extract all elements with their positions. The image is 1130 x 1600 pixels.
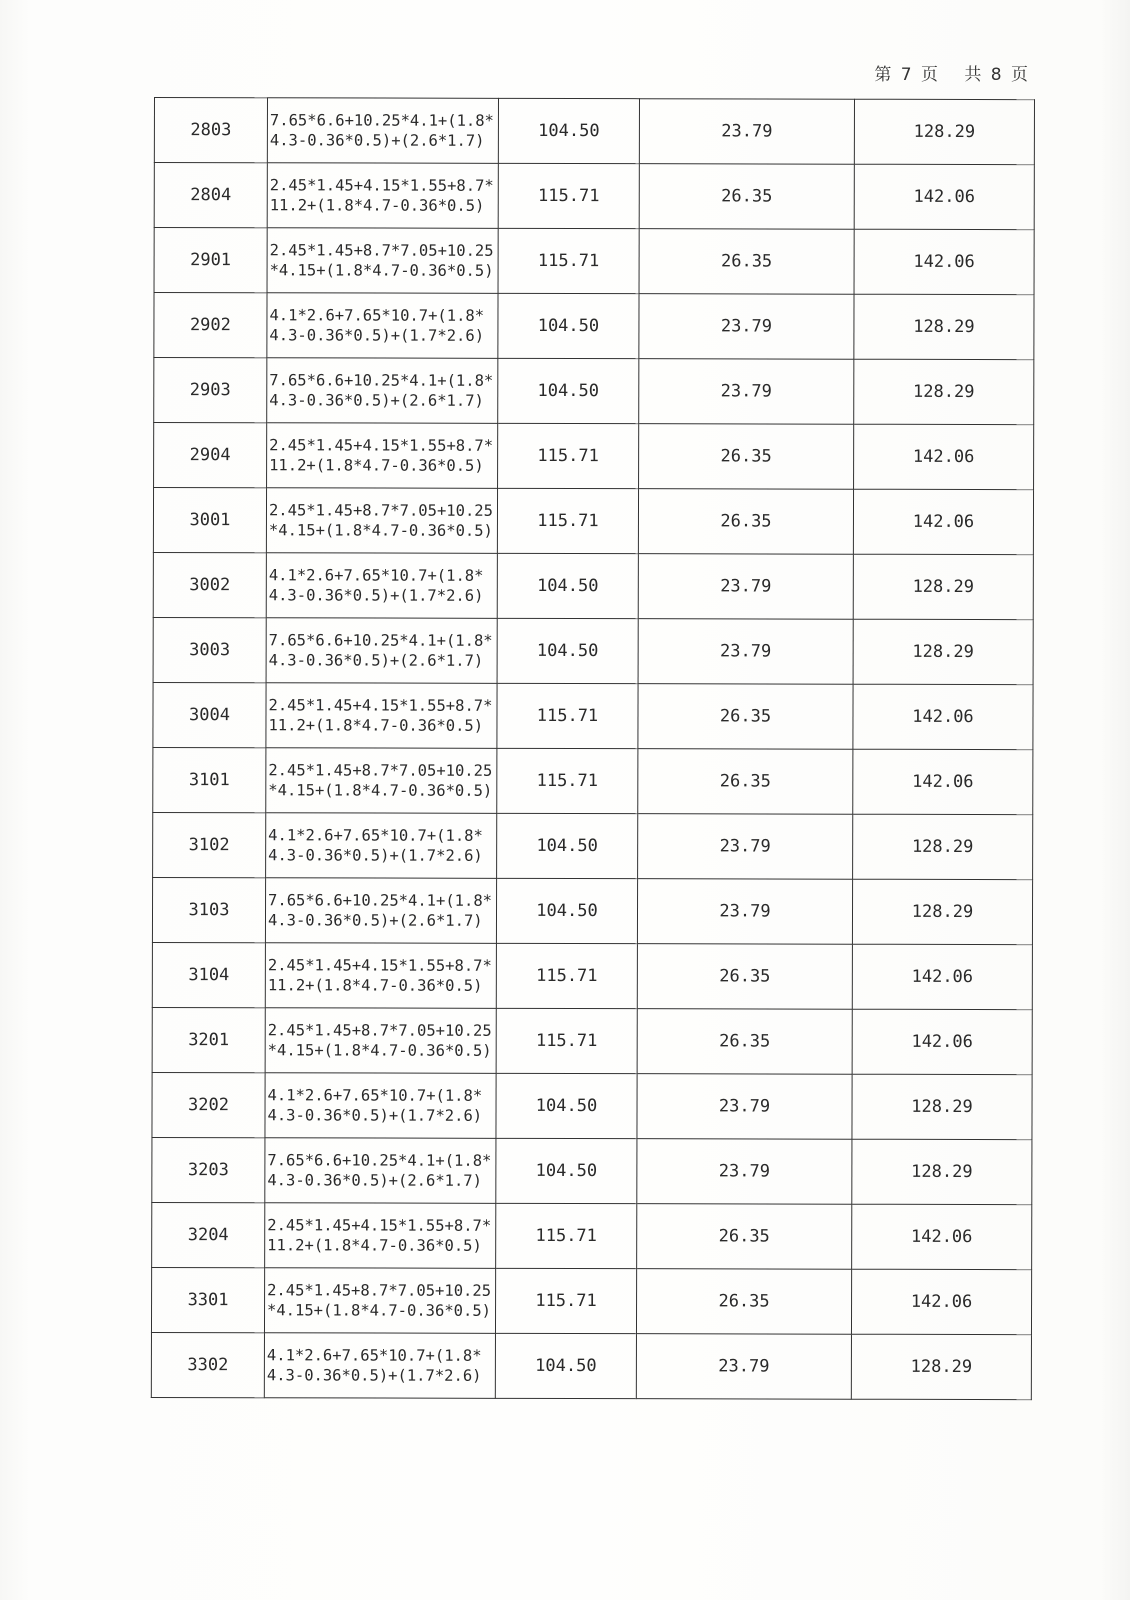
shared-area-cell: 26.35	[639, 164, 854, 230]
room-number-cell: 3002	[153, 552, 266, 617]
inner-area-cell: 104.50	[496, 1138, 637, 1203]
room-number-cell: 3202	[152, 1072, 265, 1137]
shared-area-cell: 26.35	[639, 229, 854, 295]
shared-area-cell: 26.35	[638, 749, 853, 815]
inner-area-cell: 115.71	[498, 228, 639, 293]
shared-area-cell: 26.35	[636, 1269, 851, 1335]
shared-area-cell: 26.35	[637, 944, 852, 1010]
shared-area-cell: 23.79	[637, 1074, 852, 1140]
room-number-cell: 3001	[153, 488, 266, 553]
table-row	[154, 98, 1034, 165]
area-formula-cell: 2.45*1.45+8.7*7.05+10.25*4.15+(1.8*4.7-0.36*0.5)	[266, 748, 497, 814]
shared-area-cell: 26.35	[639, 424, 854, 490]
table-row	[153, 552, 1033, 619]
table-row	[153, 488, 1033, 555]
shared-area-cell: 23.79	[637, 1139, 852, 1205]
room-number-cell: 3301	[151, 1267, 264, 1332]
area-formula-cell: 4.1*2.6+7.65*10.7+(1.8*4.3-0.36*0.5)+(1.7*2.6)	[264, 1333, 495, 1399]
area-table-body	[151, 98, 1034, 1400]
inner-area-cell: 115.71	[497, 683, 638, 748]
total-area-cell: 128.29	[853, 619, 1033, 684]
inner-area-cell: 104.50	[498, 98, 639, 163]
room-number-cell: 2804	[154, 163, 267, 228]
inner-area-cell: 115.71	[497, 488, 638, 553]
table-row	[152, 1072, 1032, 1139]
total-area-cell: 142.06	[853, 684, 1033, 749]
total-area-cell: 128.29	[854, 359, 1034, 424]
total-area-cell: 142.06	[853, 489, 1033, 554]
room-number-cell: 2901	[154, 228, 267, 293]
table-row	[151, 1267, 1031, 1334]
area-formula-cell: 7.65*6.6+10.25*4.1+(1.8*4.3-0.36*0.5)+(2.6*1.7)	[267, 98, 498, 164]
area-formula-cell: 2.45*1.45+4.15*1.55+8.7*11.2+(1.8*4.7-0.36*0.5)	[265, 943, 496, 1009]
area-formula-cell: 2.45*1.45+8.7*7.05+10.25*4.15+(1.8*4.7-0.36*0.5)	[265, 1008, 496, 1074]
total-area-cell: 142.06	[852, 1009, 1032, 1074]
total-area-cell: 142.06	[851, 1269, 1031, 1334]
shared-area-cell: 26.35	[638, 684, 853, 750]
inner-area-cell: 104.50	[497, 553, 638, 618]
area-formula-cell: 7.65*6.6+10.25*4.1+(1.8*4.3-0.36*0.5)+(2.6*1.7)	[265, 1138, 496, 1204]
shared-area-cell: 23.79	[639, 294, 854, 360]
inner-area-cell: 104.50	[496, 878, 637, 943]
total-area-cell: 142.06	[854, 424, 1034, 489]
room-number-cell: 2803	[154, 98, 267, 163]
area-formula-cell: 2.45*1.45+4.15*1.55+8.7*11.2+(1.8*4.7-0.36*0.5)	[265, 1203, 496, 1269]
inner-area-cell: 115.71	[496, 1008, 637, 1073]
room-number-cell: 3204	[152, 1202, 265, 1267]
area-formula-cell: 4.1*2.6+7.65*10.7+(1.8*4.3-0.36*0.5)+(1.7*2.6)	[266, 553, 497, 619]
room-number-cell: 3104	[152, 942, 265, 1007]
room-number-cell: 2902	[154, 293, 267, 358]
room-number-cell: 3101	[153, 747, 266, 812]
inner-area-cell: 115.71	[495, 1268, 636, 1333]
area-formula-cell: 2.45*1.45+8.7*7.05+10.25*4.15+(1.8*4.7-0.36*0.5)	[267, 228, 498, 294]
total-area-cell: 128.29	[852, 1139, 1032, 1204]
area-formula-cell: 2.45*1.45+8.7*7.05+10.25*4.15+(1.8*4.7-0.36*0.5)	[264, 1268, 495, 1334]
total-area-cell: 128.29	[854, 294, 1034, 359]
table-row	[152, 877, 1032, 944]
area-formula-cell: 2.45*1.45+4.15*1.55+8.7*11.2+(1.8*4.7-0.36*0.5)	[267, 163, 498, 229]
total-area-cell: 128.29	[854, 99, 1034, 164]
table-row	[151, 1332, 1031, 1399]
shared-area-cell: 26.35	[637, 1204, 852, 1270]
shared-area-cell: 23.79	[638, 814, 853, 880]
table-row	[154, 228, 1034, 295]
total-area-cell: 142.06	[854, 164, 1034, 229]
total-area-cell: 142.06	[853, 749, 1033, 814]
shared-area-cell: 23.79	[636, 1334, 851, 1400]
total-area-cell: 128.29	[853, 814, 1033, 879]
shared-area-cell: 23.79	[639, 359, 854, 425]
table-row	[154, 358, 1034, 425]
inner-area-cell: 104.50	[497, 813, 638, 878]
area-formula-cell: 2.45*1.45+4.15*1.55+8.7*11.2+(1.8*4.7-0.36*0.5)	[266, 683, 497, 749]
table-row	[153, 812, 1033, 879]
room-number-cell: 3201	[152, 1007, 265, 1072]
total-area-cell: 128.29	[852, 879, 1032, 944]
area-table	[151, 97, 1035, 1400]
table-row	[154, 163, 1034, 230]
room-number-cell: 2903	[154, 358, 267, 423]
shared-area-cell: 23.79	[638, 619, 853, 685]
area-formula-cell: 4.1*2.6+7.65*10.7+(1.8*4.3-0.36*0.5)+(1.7*2.6)	[266, 813, 497, 879]
area-formula-cell: 7.65*6.6+10.25*4.1+(1.8*4.3-0.36*0.5)+(2.6*1.7)	[265, 878, 496, 944]
area-formula-cell: 4.1*2.6+7.65*10.7+(1.8*4.3-0.36*0.5)+(1.7*2.6)	[265, 1073, 496, 1139]
inner-area-cell: 115.71	[496, 1203, 637, 1268]
shared-area-cell: 26.35	[638, 489, 853, 555]
table-row	[152, 1007, 1032, 1074]
inner-area-cell: 104.50	[497, 618, 638, 683]
area-formula-cell: 2.45*1.45+8.7*7.05+10.25*4.15+(1.8*4.7-0.36*0.5)	[266, 488, 497, 554]
inner-area-cell: 104.50	[496, 1073, 637, 1138]
room-number-cell: 3004	[153, 682, 266, 747]
table-row	[152, 942, 1032, 1009]
table-row	[152, 1137, 1032, 1204]
room-number-cell: 3302	[151, 1332, 264, 1397]
room-number-cell: 3102	[153, 812, 266, 877]
inner-area-cell: 115.71	[497, 748, 638, 813]
total-area-cell: 128.29	[853, 554, 1033, 619]
area-formula-cell: 4.1*2.6+7.65*10.7+(1.8*4.3-0.36*0.5)+(1.7*2.6)	[267, 293, 498, 359]
total-area-cell: 128.29	[852, 1074, 1032, 1139]
area-table-container	[151, 97, 1034, 1400]
table-row	[152, 1202, 1032, 1269]
total-area-cell: 142.06	[854, 229, 1034, 294]
room-number-cell: 2904	[154, 423, 267, 488]
table-row	[154, 293, 1034, 360]
area-formula-cell: 7.65*6.6+10.25*4.1+(1.8*4.3-0.36*0.5)+(2.6*1.7)	[266, 618, 497, 684]
inner-area-cell: 104.50	[495, 1333, 636, 1398]
total-area-cell: 142.06	[852, 1204, 1032, 1269]
room-number-cell: 3203	[152, 1137, 265, 1202]
room-number-cell: 3003	[153, 617, 266, 682]
inner-area-cell: 104.50	[498, 358, 639, 423]
room-number-cell: 3103	[152, 877, 265, 942]
area-formula-cell: 2.45*1.45+4.15*1.55+8.7*11.2+(1.8*4.7-0.36*0.5)	[267, 423, 498, 489]
shared-area-cell: 23.79	[637, 879, 852, 945]
total-area-cell: 128.29	[851, 1334, 1031, 1399]
inner-area-cell: 115.71	[498, 423, 639, 488]
total-area-cell: 142.06	[852, 944, 1032, 1009]
shared-area-cell: 26.35	[637, 1009, 852, 1075]
shared-area-cell: 23.79	[638, 554, 853, 620]
table-row	[153, 747, 1033, 814]
inner-area-cell: 115.71	[496, 943, 637, 1008]
area-formula-cell: 7.65*6.6+10.25*4.1+(1.8*4.3-0.36*0.5)+(2.6*1.7)	[267, 358, 498, 424]
page-indicator: 第 7 页 共 8 页	[874, 65, 1028, 85]
table-row	[154, 423, 1034, 490]
shared-area-cell: 23.79	[639, 99, 854, 165]
table-row	[153, 617, 1033, 684]
inner-area-cell: 104.50	[498, 293, 639, 358]
inner-area-cell: 115.71	[498, 163, 639, 228]
table-row	[153, 682, 1033, 749]
